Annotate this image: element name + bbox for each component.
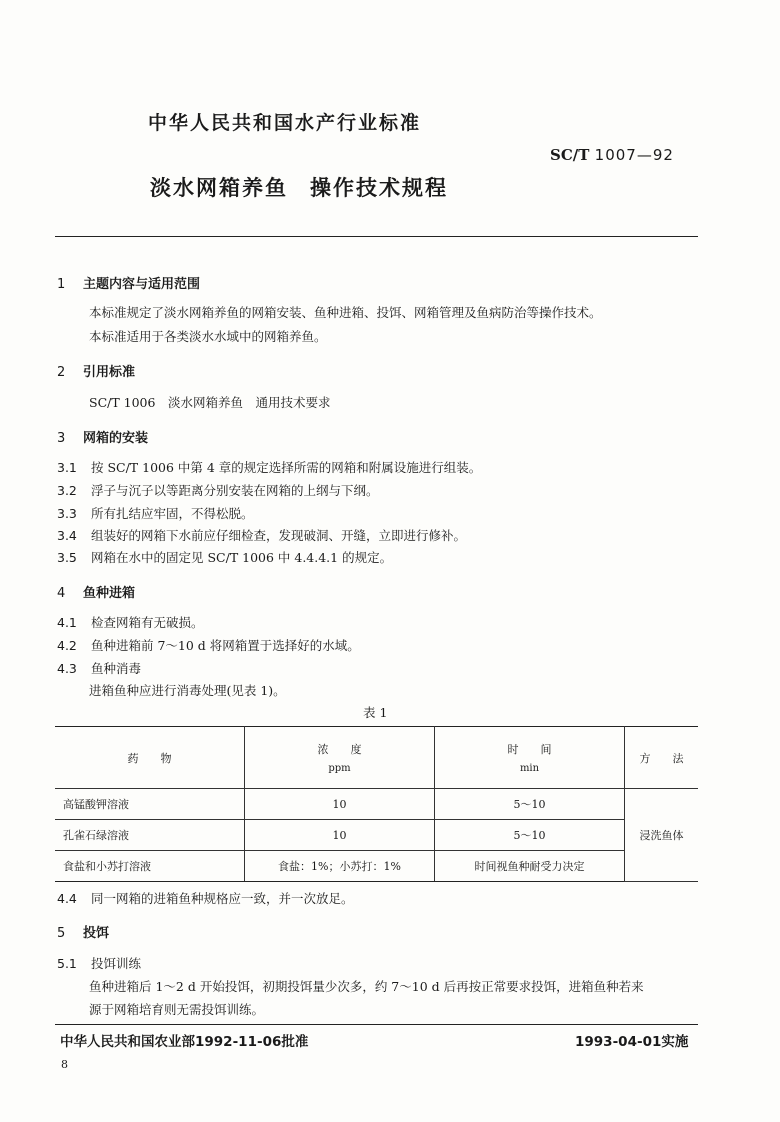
row-2-drug: 孔雀石绿溶液 <box>55 820 245 851</box>
table-row <box>55 820 698 851</box>
approval-date: 中华人民共和国农业部1992-11-06批准 <box>60 1034 309 1050</box>
clause-4-3: 4.3 鱼种消毒 <box>57 661 142 676</box>
clause-5-1: 5.1 投饵训练 <box>57 956 142 971</box>
clause-4-3-paragraph: 进箱鱼种应进行消毒处理(见表 1)。 <box>89 683 286 698</box>
clause-3-3: 3.3 所有扎结应牢固，不得松脱。 <box>57 506 254 521</box>
section-2-heading: 2 引用标准 <box>57 365 136 380</box>
clause-4-1: 4.1 检查网箱有无破损。 <box>57 615 204 630</box>
header-method: 方 法 <box>625 727 699 789</box>
issuing-organization: 中华人民共和国水产行业标准 <box>148 112 422 134</box>
disinfection-table <box>55 726 698 882</box>
row-3-drug: 食盐和小苏打溶液 <box>55 851 245 882</box>
table-header-row <box>55 727 698 789</box>
table-row <box>55 789 698 820</box>
standard-code-number: 1007—92 <box>594 146 674 164</box>
row-3-time: 时间视鱼种耐受力决定 <box>435 851 625 882</box>
footer-divider <box>55 1024 698 1025</box>
row-3-concentration: 食盐：1%；小苏打：1% <box>245 851 435 882</box>
section-1-paragraph-2: 本标准适用于各类淡水水域中的网箱养鱼。 <box>89 329 327 344</box>
page-number: 8 <box>61 1058 68 1071</box>
title-part-2: 操作技术规程 <box>310 176 448 200</box>
clause-3-4: 3.4 组装好的网箱下水前应仔细检查，发现破洞、开缝，立即进行修补。 <box>57 528 467 543</box>
section-1-heading: 1 主题内容与适用范围 <box>57 277 201 292</box>
clause-3-5: 3.5 网箱在水中的固定见 SC/T 1006 中 4.4.4.1 的规定。 <box>57 550 393 565</box>
header-drug: 药 物 <box>55 727 245 789</box>
clause-4-4: 4.4 同一网箱的进箱鱼种规格应一致，并一次放足。 <box>57 891 354 906</box>
clause-5-1-paragraph-line-2: 源于网箱培育则无需投饵训练。 <box>89 1002 265 1017</box>
clause-3-1: 3.1 按 SC/T 1006 中第 4 章的规定选择所需的网箱和附属设施进行组装。 <box>57 460 482 475</box>
document-title <box>150 172 448 202</box>
table-1-caption: 表 1 <box>363 705 388 720</box>
section-4-heading: 4 鱼种进箱 <box>57 586 136 601</box>
title-part-1: 淡水网箱养鱼 <box>150 176 288 200</box>
header-concentration: 浓 度 ppm <box>245 727 435 789</box>
row-1-concentration: 10 <box>245 789 435 820</box>
row-2-concentration: 10 <box>245 820 435 851</box>
clause-5-1-paragraph-line-1: 鱼种进箱后 1～2 d 开始投饵，初期投饵量少次多，约 7～10 d 后再按正常要求投饵，进箱鱼种若来 <box>89 979 644 994</box>
header-time: 时 间 min <box>435 727 625 789</box>
section-1-paragraph-1: 本标准规定了淡水网箱养鱼的网箱安装、鱼种进箱、投饵、网箱管理及鱼病防治等操作技术。 <box>89 305 602 320</box>
header-divider <box>55 236 698 237</box>
table-row <box>55 851 698 882</box>
section-5-heading: 5 投饵 <box>57 926 110 941</box>
standard-code <box>550 146 674 164</box>
row-1-time: 5～10 <box>435 789 625 820</box>
effective-date: 1993-04-01实施 <box>575 1034 689 1050</box>
section-2-reference: SC/T 1006 淡水网箱养鱼 通用技术要求 <box>89 395 331 410</box>
section-3-heading: 3 网箱的安装 <box>57 431 149 446</box>
method-cell: 浸洗鱼体 <box>625 789 699 882</box>
row-2-time: 5～10 <box>435 820 625 851</box>
row-1-drug: 高锰酸钾溶液 <box>55 789 245 820</box>
standard-code-prefix: SC/T <box>550 146 590 164</box>
clause-4-2: 4.2 鱼种进箱前 7～10 d 将网箱置于选择好的水域。 <box>57 638 360 653</box>
clause-3-2: 3.2 浮子与沉子以等距离分别安装在网箱的上纲与下纲。 <box>57 483 379 498</box>
